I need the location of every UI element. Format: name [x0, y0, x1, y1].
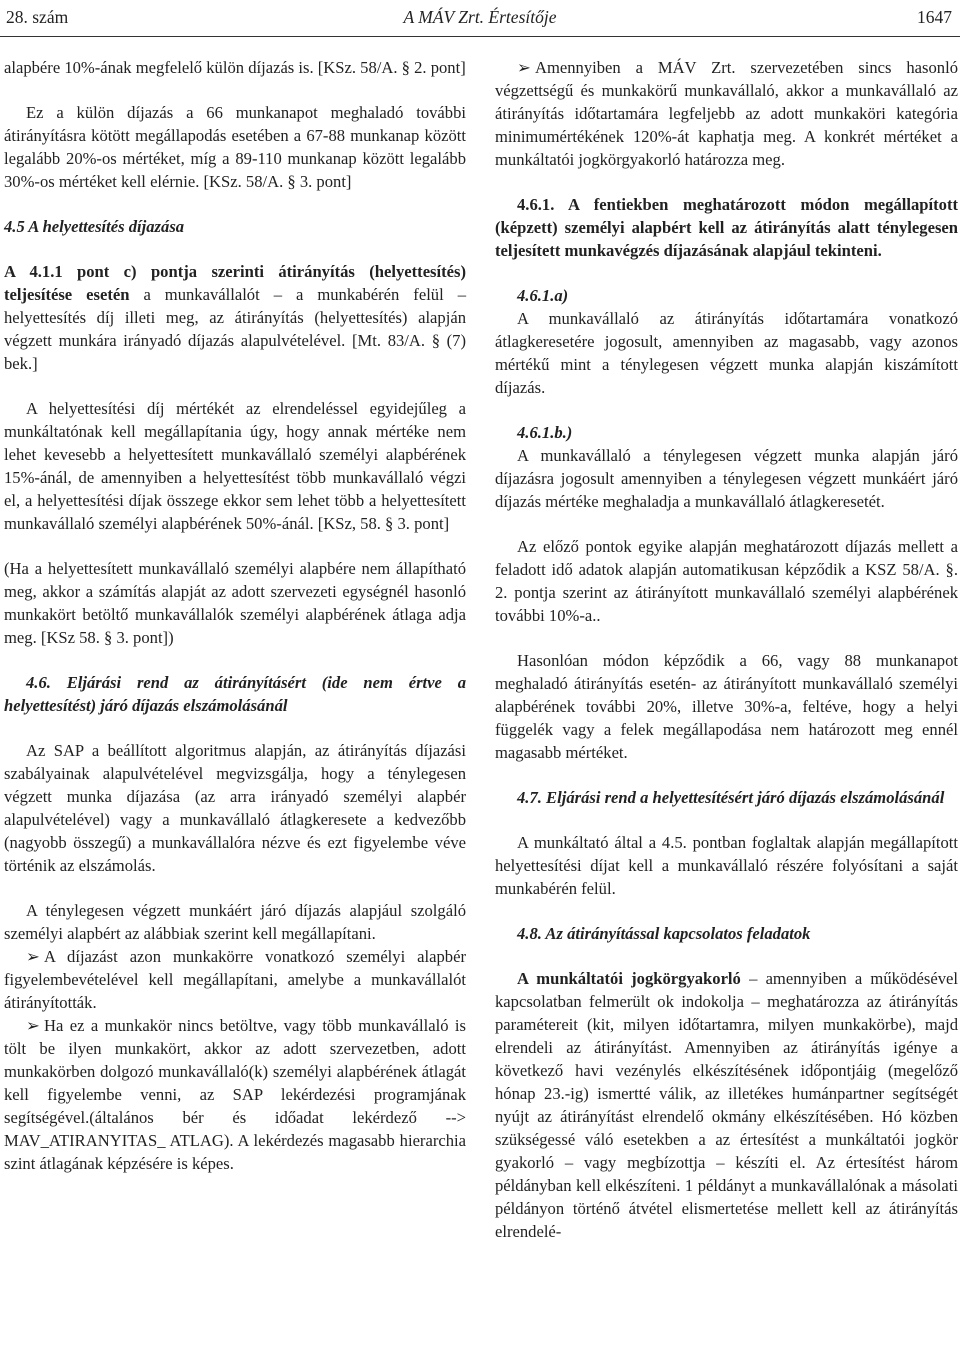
section-heading-4-5: 4.5 A helyettesítés díjazása	[4, 217, 185, 236]
paragraph-substitution-rate: A helyettesítési díj mértékét az elrendeléssel egyidejűleg a munkáltatónak kell megállapítania úgy, hogy annak mértéke nem lehet kevesebb a helyettesített munkavállaló személyi alapbérének 15%-ánál, de amennyiben a helyettesítést több munkavállaló végzi el, a helyettesítési díjak összege ekkor sem lehet több a helyettesített munkavállaló személyi alapbérének 50%-ánál. [KSz, 58. § 3. pont]	[4, 399, 466, 533]
page-number: 1647	[917, 7, 952, 27]
paragraph-base-salary: A ténylegesen végzett munkáért járó díjazás alapjául szolgáló személyi alapbért az alábbiak szerint kell megállapítani.	[4, 901, 466, 943]
arrow-bullet-icon: ➢	[26, 947, 40, 966]
list-item-text: Amennyiben a MÁV Zrt. szervezetében sincs hasonló végzettségű és munkakörű munkavállaló, akkor a munkavállaló az átirányítás időtartamára legfeljebb az adott munkaköri kategória minimumértékének 120%-át kaphatja meg. A konkrét mértéket a munkáltatói jogkörgyakorló határozza meg.	[495, 58, 958, 169]
list-item	[495, 56, 958, 171]
right-column	[495, 56, 958, 1265]
publication-title: A MÁV Zrt. Értesítője	[403, 7, 557, 27]
paragraph-substitution-payment: A munkáltató által a 4.5. pontban foglaltak alapján megállapított helyettesítési díjat kell a munkavállaló részére folyósítani a saját munkabérén felül.	[495, 833, 958, 898]
page-header	[0, 0, 960, 37]
paragraph-lead-bold: A 4.1.1 pont c) pontja szerinti átirányítás (helyettesítés) teljesítése esetén	[4, 262, 466, 304]
paragraph-body: – amennyiben a működésével kapcsolatban felmerült ok indokolja – meghatározza az átirányítás paramétereit (kit, milyen időtartamra, milyen munkakörbe), majd elrendeli az átirányítást. Amennyiben az átirányítás igénye a következő havi vezénylés elkészítésének időpontjáig (megelőző hónap 23.-ig) ismertté válik, az illetékes humánpartner segítségét nyújt az átirányítást elrendelő okmány elkészítésében. Hó közben szükségessé váló esetekben a az értesítést a munkáltatói jogkör gyakorló – vagy megbízottja – készíti el. Az értesítést három példányban kell elkészíteni. 1 példányt a munkavállalónak a másolati példányon történő átvétel elismertetése mellett kell az átirányítás elrendelé-	[495, 969, 958, 1241]
subheading-4-6-1-a: 4.6.1.a)	[517, 286, 569, 305]
paragraph-automatic-10pct: Az előző pontok egyike alapján meghatározott díjazás mellett a feladott idő adatok alapján automatikusan képződik a KSZ 58/A. §. 2. pontja szerint az átirányított munkavállaló személyi alapbérének további 10%-a..	[495, 537, 958, 625]
paragraph-lead-bold: A munkáltatói jogkörgyakorló	[517, 969, 741, 988]
section-heading-4-6: 4.6. Eljárási rend az átirányításért (ide nem értve a helyettesítést) járó díjazás elszámolásánál	[4, 673, 466, 715]
paragraph-extra-pay: alapbére 10%-ának megfelelő külön díjazás is. [KSz. 58/A. § 2. pont]	[4, 58, 466, 77]
list-item	[4, 1014, 466, 1175]
paragraph-extra-pay-rates: Ez a külön díjazás a 66 munkanapot meghaladó további átirányításra kötött megállapodás esetében a 67-88 munkanap között legalább 20%-os mértéket, míg a 89-110 munkanap között legalább 30%-os mértéket kell elérnie. [KSz. 58/A. § 3. pont]	[4, 103, 466, 191]
paragraph-employer-tasks	[495, 967, 958, 1243]
list-item-text: Ha ez a munkakör nincs betöltve, vagy több munkavállaló is tölt be ilyen munkakört, akkor az adott szervezetben, adott munkakörben dolgozó munkavállaló(k) személyi alapbérének átlagát kell figyelembe venni, az SAP lekérdezési programjának segítségével.(általános bér és időadat lekérdező --> MAV_ATIRANYITAS_ ATLAG). A lekérdezés magasabb hierarchia szint átlagának képzésére is képes.	[4, 1016, 466, 1173]
paragraph-4-6-1-b: A munkavállaló a ténylegesen végzett munka alapján járó díjazásra jogosult amennyiben a ténylegesen végzett munkáért járó díjazás mértéke meghaladja a munkavállaló átlagkeresetét.	[495, 446, 958, 511]
section-heading-4-8: 4.8. Az átirányítással kapcsolatos feladatok	[517, 924, 811, 943]
paragraph-4-6-1: 4.6.1. A fentiekben meghatározott módon megállapított (képzett) személyi alapbért kell az átirányítás alatt ténylegesen teljesített munkavégzés díjazásának alapjául tekinteni.	[495, 195, 958, 260]
paragraph-substitution-fallback: (Ha a helyettesített munkavállaló személyi alapbére nem állapítható meg, akkor a számítás alapját az adott szervezeti egységnél hasonló munkakört betöltő munkavállalók személyi alapbérének átlaga adja meg. [KSz 58. § 3. pont])	[4, 559, 466, 647]
paragraph-substitution-pay	[4, 260, 466, 375]
issue-number: 28. szám	[6, 7, 69, 27]
list-item-text: A díjazást azon munkakörre vonatkozó személyi alapbér figyelembevételével kell megállapítani, amelybe a munkavállalót átirányították.	[4, 947, 466, 1012]
subheading-4-6-1-b: 4.6.1.b.)	[517, 423, 573, 442]
paragraph-automatic-20-30pct: Hasonlóan módon képződik a 66, vagy 88 munkanapot meghaladó átirányítás esetén- az átirányított munkavállaló személyi alapbérének további 20%, illetve 30%-a, feltéve, hogy a helyi függelék vagy a felek megállapodása nem határozott meg ennél magasabb mértéket.	[495, 651, 958, 762]
section-heading-4-7: 4.7. Eljárási rend a helyettesítésért járó díjazás elszámolásánál	[517, 788, 945, 807]
list-item	[4, 945, 466, 1014]
paragraph-4-6-1-a: A munkavállaló az átirányítás időtartamára vonatkozó átlagkeresetére jogosult, amennyiben az magasabb, vagy azonos mértékű mint a ténylegesen végzett munka alapján kiszámított díjazás.	[495, 309, 958, 397]
left-column	[4, 56, 466, 1175]
paragraph-sap-algorithm: Az SAP a beállított algoritmus alapján, az átirányítás díjazási szabályainak alapulvételével megvizsgálja, hogy a ténylegesen végzett munka díjazása (az arra irányadó személyi alapbér alapulvételével) vagy a munkavállaló átlagkeresete a kedvezőbb (nagyobb összegű) a munkavállalóra nézve és ezt figyelembe véve történik az elszámolás.	[4, 741, 466, 875]
arrow-bullet-icon: ➢	[517, 58, 531, 77]
paragraph-body: a munkavállalót – a munkabérén felül – helyettesítés díj illeti meg, az átirányítás (helyettesítés) alapján végzett munkára irányadó díjazás alapulvételével. [Mt. 83/A. § (7) bek.]	[4, 285, 466, 373]
arrow-bullet-icon: ➢	[26, 1016, 40, 1035]
